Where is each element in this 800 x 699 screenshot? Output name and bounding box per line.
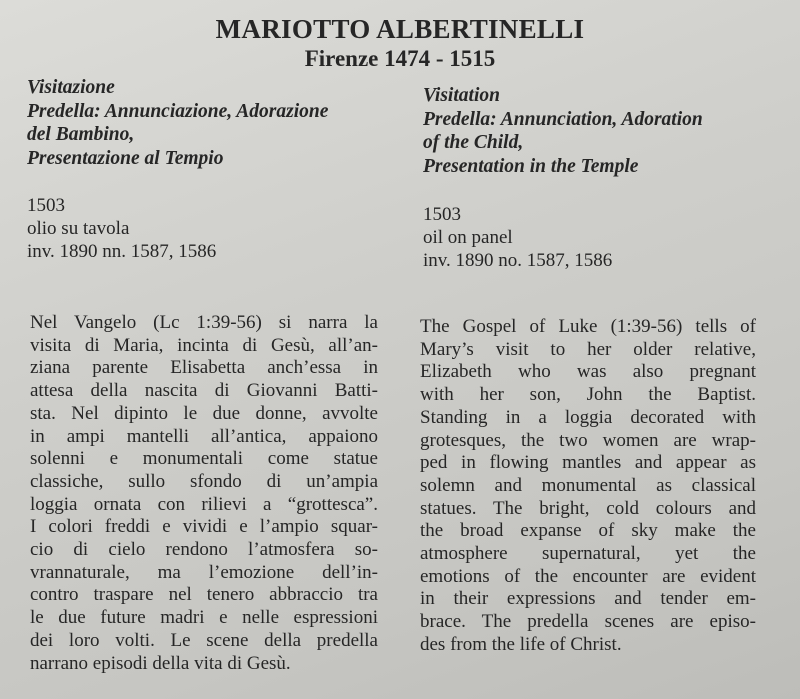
english-desc-line: des from the life of Christ. xyxy=(420,633,622,655)
english-title-line: of the Child, xyxy=(423,132,524,153)
english-desc-line: emotions of the encounter are evident xyxy=(420,565,756,587)
english-desc-line: Standing in a loggia decorated with xyxy=(420,406,756,428)
english-desc-line: in their expressions and tender em- xyxy=(420,588,756,610)
italian-desc-line: sta. Nel dipinto le due donne, avvolte xyxy=(30,402,378,424)
italian-details xyxy=(27,194,216,263)
italian-desc-line: le due future madri e nelle espressioni xyxy=(30,607,378,629)
english-medium: oil on panel xyxy=(423,227,513,248)
english-desc-line: The Gospel of Luke (1:39-56) tells of xyxy=(420,316,756,337)
english-desc-line: grotesques, the two women are wrap- xyxy=(420,429,756,451)
artist-name: MARIOTTO ALBERTINELLI xyxy=(215,14,585,44)
english-desc-line: ped in flowing mantles and appear as xyxy=(420,452,756,474)
italian-desc-line: in ampi mantelli all’antica, appaiono xyxy=(30,425,378,447)
italian-title-line: Visitazione xyxy=(27,77,115,98)
italian-description xyxy=(30,312,378,675)
english-inventory: inv. 1890 no. 1587, 1586 xyxy=(423,250,613,271)
italian-title-line: Predella: Annunciazione, Adorazione xyxy=(27,100,329,122)
italian-title-line: del Bambino, xyxy=(27,124,135,145)
artist-place-dates: Firenze 1474 - 1515 xyxy=(304,46,496,71)
italian-desc-line: contro traspare nel tenero abbraccio tra xyxy=(30,584,378,606)
italian-desc-line: Nel Vangelo (Lc 1:39-56) si narra la xyxy=(30,312,378,333)
italian-medium: olio su tavola xyxy=(27,218,130,239)
italian-desc-line: solenni e monumentali come statue xyxy=(30,448,378,470)
italian-desc-line: loggia ornata con rilievi a “grottesca”. xyxy=(30,493,378,515)
english-desc-line: Elizabeth who was also pregnant xyxy=(420,361,756,383)
english-title-line: Visitation xyxy=(423,85,500,106)
italian-artwork-title xyxy=(27,76,328,170)
english-desc-line: atmosphere supernatural, yet the xyxy=(420,543,756,565)
english-desc-line: brace. The predella scenes are episo- xyxy=(420,611,756,633)
italian-desc-line: ziana parente Elisabetta anch’essa in xyxy=(30,357,378,379)
italian-title-line: Presentazione al Tempio xyxy=(27,147,224,169)
italian-desc-line: cio di cielo rendono l’atmosfera so- xyxy=(30,539,378,561)
italian-desc-line: vrannaturale, ma l’emozione dell’in- xyxy=(30,561,378,583)
english-desc-line: statues. The bright, cold colours and xyxy=(420,497,756,519)
italian-desc-line: narrano episodi della vita di Gesù. xyxy=(30,652,291,674)
english-title-line: Presentation in the Temple xyxy=(423,155,639,177)
english-desc-line: solemn and monumental as classical xyxy=(420,474,756,496)
italian-desc-line: visita di Maria, incinta di Gesù, all’an- xyxy=(30,334,378,356)
italian-inventory: inv. 1890 nn. 1587, 1586 xyxy=(27,241,217,262)
english-desc-line: with her son, John the Baptist. xyxy=(420,384,756,406)
english-title-line: Predella: Annunciation, Adoration xyxy=(423,108,703,130)
english-details xyxy=(423,203,612,272)
italian-desc-line: dei loro volti. Le scene della predella xyxy=(30,629,378,651)
english-artwork-title xyxy=(423,84,703,178)
english-date: 1503 xyxy=(423,204,461,225)
italian-desc-line: attesa della nascita di Giovanni Batti- xyxy=(30,380,378,402)
italian-desc-line: I colori freddi e vividi e l’ampio squar- xyxy=(30,516,378,538)
italian-date: 1503 xyxy=(27,195,65,216)
english-desc-line: Mary’s visit to her older relative, xyxy=(420,338,756,360)
english-description xyxy=(420,316,756,657)
italian-desc-line: classiche, sullo sfondo di un’ampia xyxy=(30,470,378,492)
english-desc-line: the broad expanse of sky make the xyxy=(420,520,756,542)
